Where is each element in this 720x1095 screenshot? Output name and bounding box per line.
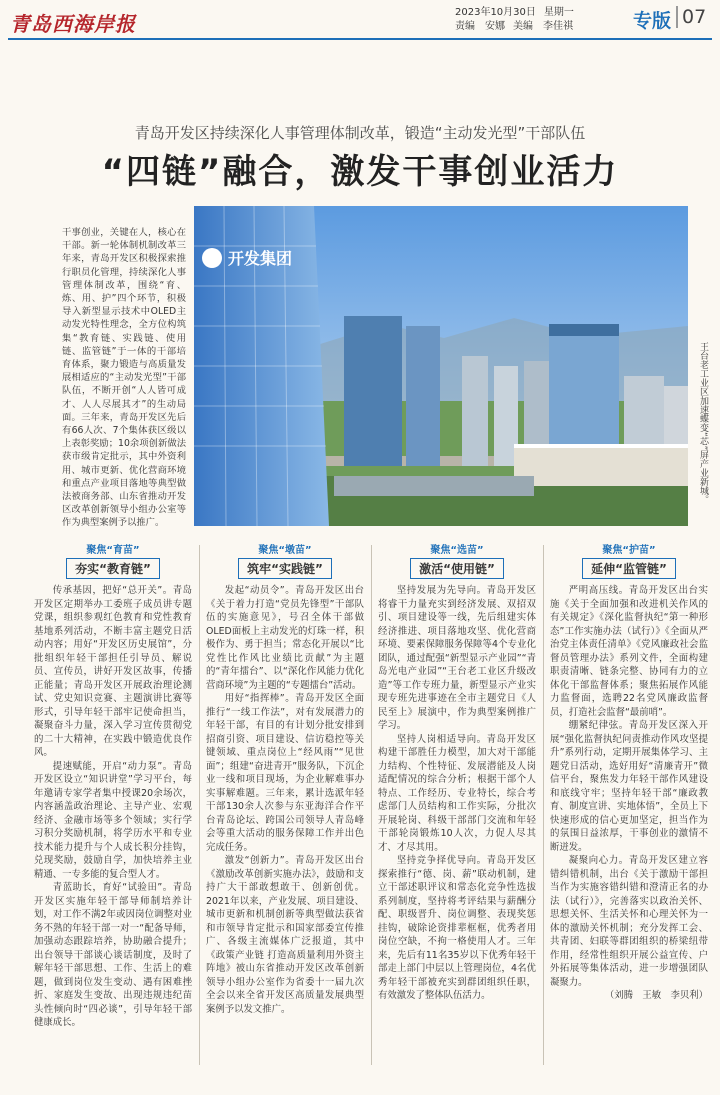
column-2-title: 筑牢“实践链” (238, 558, 332, 579)
company-logo (202, 248, 222, 268)
issue-date: 2023年10月30日 (455, 7, 536, 18)
column-1-kicker: 聚焦“育苗” (86, 545, 140, 556)
article-headline: “四链”融合，激发干事创业活力 (101, 152, 619, 192)
column-1-paragraph: 提速赋能，开启“动力泵”。青岛开发区设立“知识讲堂”学习平台，每年邀请专家学者集中授课20余场次，内容涵盖政治理论、主导产业、宏观经济、金融市场等多个领域；实行学习积分奖励机制，将学历水平和专业技术能力提升与个人成长积分挂钩，兑现奖励，鼓励自学，加快培养主业精通、一专多能的复合型人才。 (34, 760, 192, 880)
column-2-head (206, 541, 364, 579)
column-4-title: 延伸“监管链” (582, 558, 676, 579)
article-subtitle: 青岛开发区持续深化人事管理体制改革，锻造“主动发光型”干部队伍 (134, 124, 586, 142)
column-1-paragraph: 青蓝助长，育好“试验田”。青岛开发区实施年轻干部导师制培养计划，对工作不满2年或因岗位调整对业务不熟的年轻干部一对一“配备导师，加强动态跟踪培养，协助融合提升；出台领导干部谈心谈话制度，及时了解年轻干部思想、工作、生活上的难题，做到岗位发生变动、遇有困难挫折、家庭发生变故、出现违规违纪苗头性倾向时“四必谈”，引导年轻干部健康成长。 (34, 882, 192, 1028)
column-2-paragraph: 用好“指挥棒”。青岛开发区全面推行“一线工作法”，对有发展潜力的年轻干部，有目的有计划分批安排到招商引资、项目建设、信访稳控等关键领域、重点岗位上“经风雨”“见世面”；组建“奋进青开”服务队，下沉企业一线和项目现场，为企业解难事办实事解难题。三年来，累计选派年轻干部130余人次参与东亚海洋合作平台青岛论坛、跨国公司领导人青岛峰会等重大活动的服务保障工作并出色完成任务。 (206, 693, 364, 853)
building-sign: 开发集团 (228, 249, 293, 268)
column-4-paragraph: 绷紧纪律弦。青岛开发区深入开展“强化监督执纪问责推动作风攻坚提升”系列行动，定期开展集体学习、主题党日活动，选好用好“清廉青开”微信平台，聚焦发力年轻干部作风建设和底线守牢；坚持年轻干部“廉政教育、制度宣讲、实地体悟”，全员上下快速形成的信心更加坚定，担当作为的氛围日益浓厚，干事创业的激情不断迸发。 (550, 720, 708, 853)
article-intro: 干事创业，关键在人，核心在干部。新一轮体制机制改革三年来，青岛开发区积极探索推行职员化管理，持续深化人事管理体制改革，围绕“育、炼、用、护”四个环节，积极导入新型显示技术中OLED主动发光特性理念，全方位构筑集“教育链、实践链、使用链、监管链”于一体的干部培育体系，聚力锻造与高质量发展相适应的“主动发光型”干部队伍，不断开创“人人皆可成才、人人尽展其才”的生动局面。三年来，青岛开发区先后有66人次、7个集体获区级以上表彰奖励；10余项创新做法获市级肯定批示，其中外资利用、城市更新、优化营商环境和重点产业项目落地等典型做法被商务部、山东省推动开发区改革创新领导小组办公室等作为典型案例予以推广。 (62, 227, 186, 529)
column-1-paragraph: 传承基因，把好“总开关”。青岛开发区定期举办工委班子成员讲专题党课，组织参观红色教育和党性教育基地系列活动，不断丰富主题党日活动内容；用好“开发区历史展馆”，分批组织年轻干部担任引导员、解说员、宣传员，讲好开发区故事，传播正能量；青岛开发区开展政治理论测试、党史知识竞赛、主题演讲比赛等形式，引导年轻干部牢记使命担当，凝聚奋斗力量，深入学习宣传贯彻党的二十大精神，在实践中锻造优良作风。 (34, 585, 192, 758)
column-separator (371, 545, 372, 1065)
column-separator (199, 545, 200, 1065)
column-3-title: 激活“使用链” (410, 558, 504, 579)
designer-credit: 美编 李佳祺 (513, 21, 573, 32)
column-4-body (550, 584, 708, 1003)
column-4-paragraph: 严明高压线。青岛开发区出台实施《关于全面加强和改进机关作风的有关规定》《深化监督执纪“第一种形态”工作实施办法（试行）》《全面从严治党主体责任清单》《党风廉政社会监督员管理办法》系列文件，全面构建职责清晰、链条完整、协同有力的立体化干部监督体系；聚焦拓展作风能力监督面，选聘22名党风廉政监督员，打造社会监督“最前哨”。 (550, 585, 708, 718)
editor-credit: 责编 安娜 (455, 21, 505, 32)
page-number: 07 (676, 6, 706, 28)
column-3-paragraph: 坚持人岗相适导向。青岛开发区构建干部胜任力模型，加大对干部能力结构、个性特征、发展潜能及人岗适配情况的综合分析；根据干部个人特点、工作经历、专业特长，综合考虑部门人员结构和工作实际，分批次开展轮岗、科级干部部门交流和年轻干部轮岗锻炼10人次，力促人尽其才、才尽其用。 (378, 733, 536, 853)
column-separator (543, 545, 544, 1065)
column-4-head (550, 541, 708, 579)
column-1-title: 夯实“教育链” (66, 558, 160, 579)
column-4-kicker: 聚焦“护苗” (602, 545, 656, 556)
masthead (0, 0, 720, 44)
aerial-city-photo (194, 206, 688, 526)
masthead-rule (8, 38, 712, 40)
column-1-head (34, 541, 192, 579)
column-3-head (378, 541, 536, 579)
column-3-paragraph: 坚持发展为先导向。青岛开发区将睿干力量充实到经济发展、双招双引、项目建设等一线，先后组建实体经济推进、项目落地攻坚、优化营商环境、要素保障服务保障等4个专业化团队，通过配强“新型显示产业园”“青岛光电产业园”“王台老工业区升级改造”等工作专班力量，新型显示产业实现专班先进事迹在全市主题党日《人民至上》展演中，作为典型案例推广学习。 (378, 585, 536, 731)
paper-name: 青岛西海岸报 (10, 12, 136, 36)
photo-caption: 王台老工业区加速蝶变“芯”屏产业新城。 (698, 342, 708, 505)
column-4-paragraph: 凝聚向心力。青岛开发区建立容错纠错机制，出台《关于激励干部担当作为实施容错纠错和澄清正名的办法（试行）》，完善落实以政治关怀、思想关怀、生活关怀和心理关怀为一体的激励关怀机制；充分发挥工会、共青团、妇联等群团组织的桥梁纽带作用，经常性组织开展公益宣传、户外拓展等集体活动，进一步增强团队凝聚力。 (550, 855, 708, 988)
section-badge: 专版 (633, 10, 672, 32)
issue-weekday: 星期一 (543, 7, 574, 18)
column-2-paragraph: 发起“动员令”。青岛开发区出台《关于着力打造“党员先锋型”干部队伍的实施意见》，号召全体干部做OLED面板上主动发光的灯珠一样，积极作为、勇于担当；常态化开展以“比党性比作风比业绩比贡献”为主题的“青年擂台”、以“深化作风能力优化营商环境”为主题的“专题擂台”活动。 (206, 585, 364, 691)
column-2-paragraph: 激发“创新力”。青岛开发区出台《激励改革创新实施办法》，鼓励和支持广大干部敢想敢干、创新创优。2021年以来，产业发展、项目建设、城市更新和机制创新等典型做法获省和市领导肯定批示和国家部委宣传推广、各级主流媒体广泛报道，其中《政策产业链 打造高质量利用外资主阵地》被山东省推动开发区改革创新领导小组办公室作为省委十一届九次全会以来全省开发区高质量发展典型案例予以发文推广。 (206, 855, 364, 1015)
column-3-kicker: 聚焦“选苗” (430, 545, 484, 556)
column-2-body (206, 584, 364, 1016)
city-illustration (194, 206, 688, 526)
byline: （刘腾 王敏 李贝利） (604, 990, 708, 1001)
column-3-paragraph: 坚持竞争择优导向。青岛开发区探索推行“德、岗、薪”联动机制，建立干部述职评议和常态化竞争性选拔系列制度，坚持将考评结果与薪酬分配、职级晋升、岗位调整、表现奖惩挂钩，破除论资排辈框框，优秀者用岗位空缺，不拘一格使用人才。三年来，先后有11名35岁以下优秀年轻干部走上部门中层以上管理岗位，4名优秀年轻干部被充实到群团组织任职，有效激发了整体队伍活力。 (378, 855, 536, 1001)
issue-meta (455, 6, 630, 34)
column-2-kicker: 聚焦“墩苗” (258, 545, 312, 556)
column-3-body (378, 584, 536, 1003)
column-1-body (34, 584, 192, 1030)
